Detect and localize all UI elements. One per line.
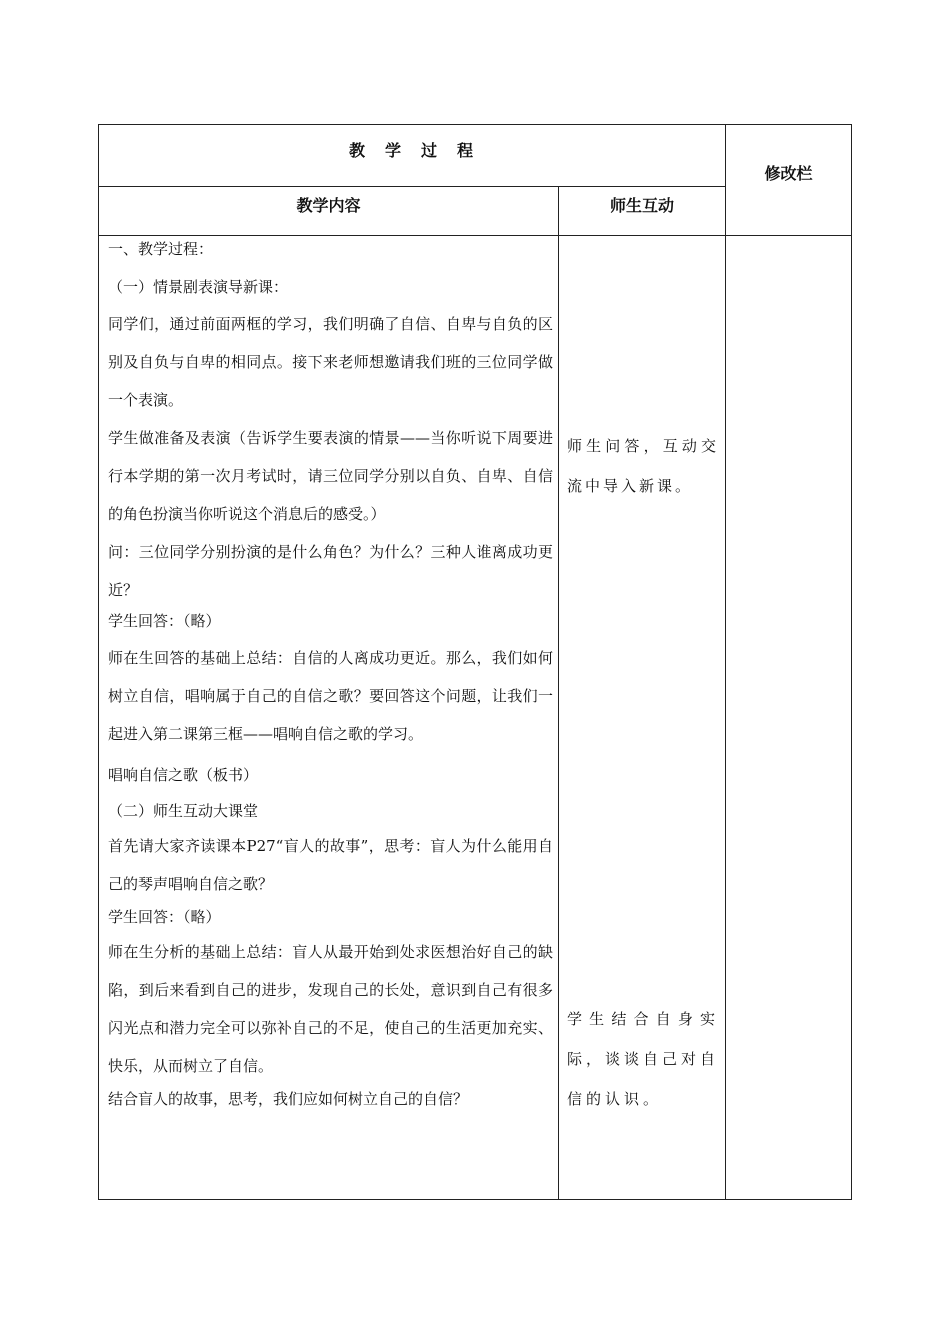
interaction-note-1: 师生问答，互动交流中导入新课。 xyxy=(567,437,719,495)
content-line: 结合盲人的故事，思考，我们应如何树立自己的自信？ xyxy=(108,1090,469,1108)
revision-column-header: 修改栏 xyxy=(764,164,813,183)
interaction-column-header: 师生互动 xyxy=(609,196,674,215)
content-line: 学生回答：（略） xyxy=(108,908,221,926)
content-line: 学生做准备及表演（告诉学生要表演的情景——当你听说下周要进行本学期的第一次月考试时，请三位同学分别以自负、自卑、自信的角色扮演当你听说这个消息后的感受。） xyxy=(108,429,553,523)
content-line: 首先请大家齐读课本P27“盲人的故事”，思考：盲人为什么能用自己的琴声唱响自信之歌？ xyxy=(108,837,553,893)
col-divider-interaction xyxy=(558,186,559,1199)
lesson-table xyxy=(98,124,852,1200)
process-title: 教 学 过 程 xyxy=(348,141,475,160)
interaction-note-2: 学生结合自身实际，谈谈自己对自信的认识。 xyxy=(567,1010,720,1108)
content-line: 一、教学过程： xyxy=(108,240,214,258)
lesson-content xyxy=(108,235,553,1109)
col-divider-revision xyxy=(725,125,726,1199)
content-line: （一）情景剧表演导新课： xyxy=(108,278,289,296)
content-line: 唱响自信之歌（板书） xyxy=(108,766,259,784)
row-divider-header xyxy=(99,186,725,187)
content-line: 师在生回答的基础上总结：自信的人离成功更近。那么，我们如何树立自信，唱响属于自己的自信之歌？要回答这个问题，让我们一起进入第二课第三框——唱响自信之歌的学习。 xyxy=(108,649,553,743)
content-line: 学生回答：（略） xyxy=(108,612,221,630)
content-line: 同学们，通过前面两框的学习，我们明确了自信、自卑与自负的区别及自负与自卑的相同点。接下来老师想邀请我们班的三位同学做一个表演。 xyxy=(108,315,553,409)
content-line: （二）师生互动大课堂 xyxy=(108,802,259,820)
content-column-header: 教学内容 xyxy=(296,196,361,215)
content-line: 问：三位同学分别扮演的是什么角色？为什么？三种人谁离成功更近？ xyxy=(108,543,553,599)
content-line: 师在生分析的基础上总结：盲人从最开始到处求医想治好自己的缺陷，到后来看到自己的进步，发现自己的长处，意识到自己有很多闪光点和潜力完全可以弥补自己的不足，使自己的生活更加充实、快乐，从而树立了自信。 xyxy=(108,943,553,1075)
